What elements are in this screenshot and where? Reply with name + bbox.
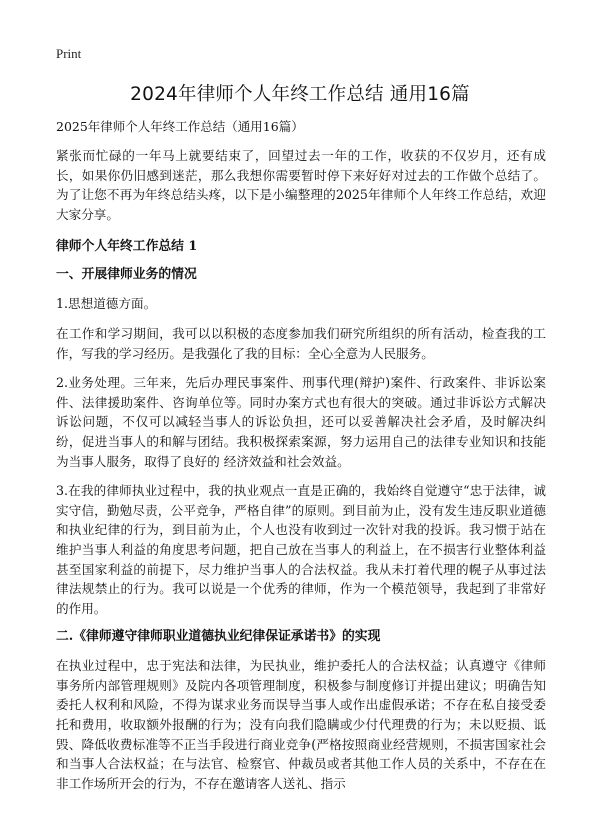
paragraph-business: 2.业务处理。三年来，先后办理民事案件、刑事代理(辩护)案件、行政案件、非诉讼案件、法律援助案件、咨询单位等。同时办案方式也有很大的突破。通过非诉讼方式解决诉讼问题，不仅可以减轻当事人的诉讼负担，还可以妥善解决社会矛盾，及时解决纠纷，促进当事人的和解与团结。我积极探索案源，努力运用自己的法律专业知识和技能为当事人服务，取得了良好的 经济效益和社会效益。	[56, 375, 546, 469]
document-subtitle: 2025年律师个人年终工作总结（通用16篇）	[56, 119, 304, 134]
section-title: 律师个人年终工作总结 1	[56, 239, 198, 255]
print-link[interactable]: Print	[56, 46, 82, 61]
item-ethics: 1.思想道德方面。	[56, 296, 157, 312]
paragraph-practice: 3.在我的律师执业过程中，我的执业观点一直是正确的，我始终自觉遵守“忠于法律，诚实守信，勤勉尽责，公平竞争，严格自律”的原则。到目前为止，没有发生违反职业道德和执业纪律的行为，到目前为止，个人也没有收到过一次针对我的投诉。我习惯于站在维护当事人利益的角度思考问题，把自己放在当事人的利益上，在不损害行业整体利益甚至国家利益的前提下，尽力维护当事人的合法权益。我从未打着代理的幌子从事过法律法规禁止的行为。我可以说是一个优秀的律师，作为一个模范领导，我起到了非常好的作用。	[56, 483, 546, 616]
page-title: 2024年律师个人年终工作总结 通用16篇	[130, 84, 470, 105]
paragraph-pledge: 在执业过程中，忠于宪法和法律，为民执业，维护委托人的合法权益；认真遵守《律师事务所内部管理规则》及院内各项管理制度，积极参与制度修订并提出建议；明确告知委托人权利和风险，不得为谋求业务而误导当事人或作出虚假承诺；不存在私自接受委托和费用，收取额外报酬的行为；没有向我们隐瞒或少付代理费的行为；未以贬损、诋毁、降低收费标准等不正当手段进行商业竞争(严格按照商业经营规则，不损害国家社会和当事人合法权益；在与法官、检察官、仲裁员或者其他工作人员的关系中，不存在在非工作场所开会的行为，不存在邀请客人送礼、指示	[56, 658, 546, 791]
heading-business: 一、开展律师业务的情况	[56, 267, 197, 283]
document-body	[56, 118, 546, 803]
paragraph-ethics: 在工作和学习期间，我可以以积极的态度参加我们研究所组织的所有活动，检查我的工作，写我的学习经历。是我强化了我的目标：全心全意为人民服务。	[56, 325, 546, 361]
heading-pledge: 二.《律师遵守律师职业道德执业纪律保证承诺书》的实现	[56, 629, 381, 645]
intro-paragraph: 紧张而忙碌的一年马上就要结束了，回望过去一年的工作，收获的不仅岁月，还有成长，如果你仍旧感到迷茫，那么我想你需要暂时停下来好好对过去的工作做个总结了。为了让您不再为年终总结头疼，以下是小编整理的2025年律师个人年终工作总结，欢迎大家分享。	[56, 148, 546, 222]
